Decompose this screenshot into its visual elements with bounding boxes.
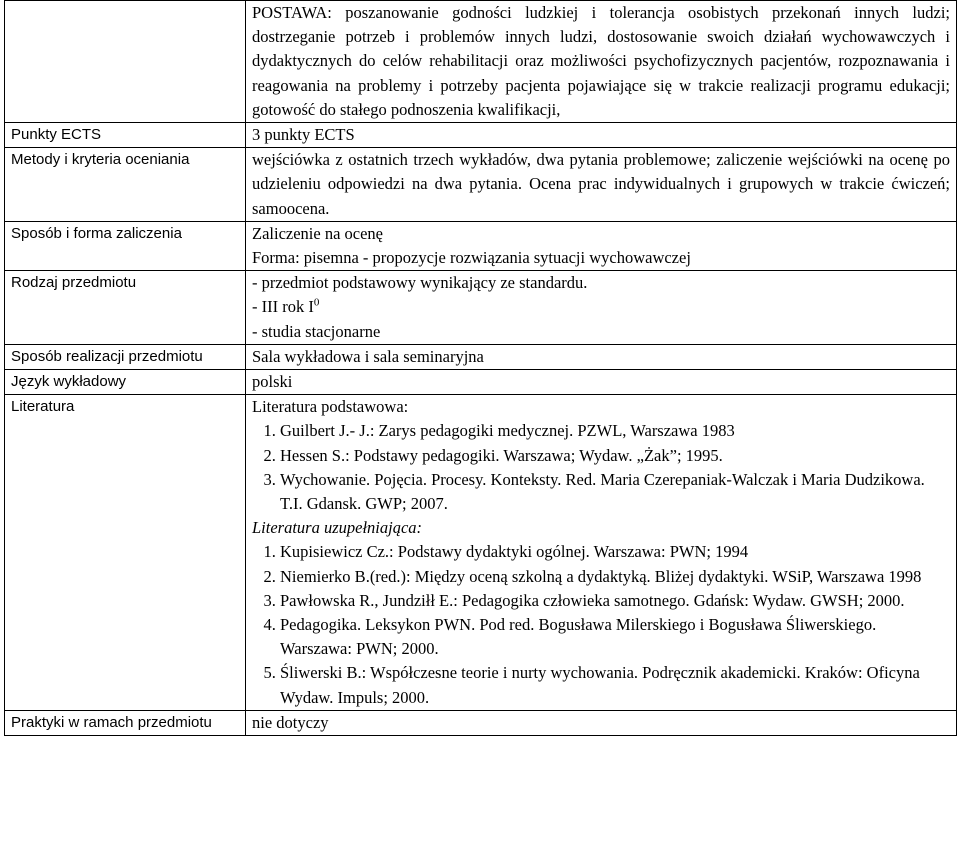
jezyk-row	[5, 370, 957, 395]
literatura-uzupelniajaca-item: 1. Kupisiewicz Cz.: Podstawy dydaktyki ogólnej. Warszawa: PWN; 1994	[280, 540, 950, 564]
literatura-podstawowa-item: 1. Guilbert J.- J.: Zarys pedagogiki medycznej. PZWL, Warszawa 1983	[280, 419, 950, 443]
literatura-podstawowa-list	[252, 419, 950, 516]
postawa-row	[5, 1, 957, 123]
sposob-realizacji-row	[5, 344, 957, 369]
zaliczenie-line: Zaliczenie na ocenę	[252, 223, 383, 243]
metody-label: Metody i kryteria oceniania	[5, 148, 246, 222]
rodzaj-cell	[246, 271, 957, 345]
rok-superscript: 0	[313, 296, 320, 309]
praktyki-label: Praktyki w ramach przedmiotu	[5, 710, 246, 735]
literatura-podstawowa-heading: Literatura podstawowa:	[252, 397, 409, 417]
literatura-label: Literatura	[5, 395, 246, 711]
literatura-row	[5, 395, 957, 711]
sposob-realizacji-value: Sala wykładowa i sala seminaryjna	[246, 344, 957, 369]
literatura-uzupelniajaca-item: 2. Niemierko B.(red.): Między oceną szkolną a dydaktyką. Bliżej dydaktyki. WSiP, Warszawa 1998	[280, 565, 950, 589]
literatura-uzupelniajaca-item: 5. Śliwerski B.: Współczesne teorie i nurty wychowania. Podręcznik akademicki. Kraków: Oficyna Wydaw. Impuls; 2000.	[280, 661, 950, 709]
rodzaj-row	[5, 271, 957, 345]
forma-line: Forma: pisemna - propozycje rozwiązania sytuacji wychowawczej	[252, 248, 691, 268]
literatura-podstawowa-item: 2. Hessen S.: Podstawy pedagogiki. Warszawa; Wydaw. „Żak”; 1995.	[280, 444, 950, 468]
sposob-zaliczenia-row	[5, 221, 957, 270]
jezyk-value: polski	[246, 370, 957, 395]
praktyki-value: nie dotyczy	[246, 710, 957, 735]
ects-label: Punkty ECTS	[5, 123, 246, 148]
literatura-uzupelniajaca-list	[252, 540, 950, 709]
literatura-uzupelniajaca-heading: Literatura uzupełniająca:	[252, 518, 423, 538]
jezyk-label: Język wykładowy	[5, 370, 246, 395]
metody-row	[5, 148, 957, 222]
metody-cell	[246, 148, 957, 222]
postawa-text: POSTAWA: poszanowanie godności ludzkiej i tolerancja osobistych przekonań innych ludzi; dostrzeganie potrzeb i problemów innych ludzi, dostosowanie swoich działań wychowawczych i dydaktycznych do celów rehabilitacji oraz możliwości psychofizycznych pacjentów, rozpoznawania i reagowania na problemy i potrzeby pacjenta pojawiające się w trakcie realizacji programu edukacji; gotowość do stałego podnoszenia kwalifikacji,	[252, 3, 950, 119]
postawa-cell	[246, 1, 957, 123]
rodzaj-label: Rodzaj przedmiotu	[5, 271, 246, 345]
rodzaj-line-3: - studia stacjonarne	[252, 321, 381, 341]
literatura-cell	[246, 395, 957, 711]
rodzaj-line-1: - przedmiot podstawowy wynikający ze standardu.	[252, 273, 588, 293]
metody-value: wejściówka z ostatnich trzech wykładów, dwa pytania problemowe; zaliczenie wejściówki na ocenę po udzieleniu odpowiedzi na dwa pytania. Ocena prac indywidualnych i grupowych w trakcie ćwiczeń; samoocena.	[252, 150, 950, 218]
literatura-uzupelniajaca-item: 4. Pedagogika. Leksykon PWN. Pod red. Bogusława Milerskiego i Bogusława Śliwerskiego. Warszawa: PWN; 2000.	[280, 613, 950, 661]
ects-value: 3 punkty ECTS	[246, 123, 957, 148]
rok-text: - III rok I	[252, 297, 314, 317]
rodzaj-line-2	[252, 295, 950, 319]
sposob-zaliczenia-cell	[246, 221, 957, 270]
praktyki-row	[5, 710, 957, 735]
literatura-uzupelniajaca-item: 3. Pawłowska R., Jundziłł E.: Pedagogika człowieka samotnego. Gdańsk: Wydaw. GWSH; 2000.	[280, 589, 950, 613]
ects-row	[5, 123, 957, 148]
literatura-podstawowa-item: 3. Wychowanie. Pojęcia. Procesy. Konteksty. Red. Maria Czerepaniak-Walczak i Maria Dudzikowa. T.I. Gdansk. GWP; 2007.	[280, 468, 950, 516]
syllabus-table	[4, 0, 957, 736]
postawa-label-cell	[5, 1, 246, 123]
sposob-zaliczenia-label: Sposób i forma zaliczenia	[5, 221, 246, 270]
sposob-realizacji-label: Sposób realizacji przedmiotu	[5, 344, 246, 369]
